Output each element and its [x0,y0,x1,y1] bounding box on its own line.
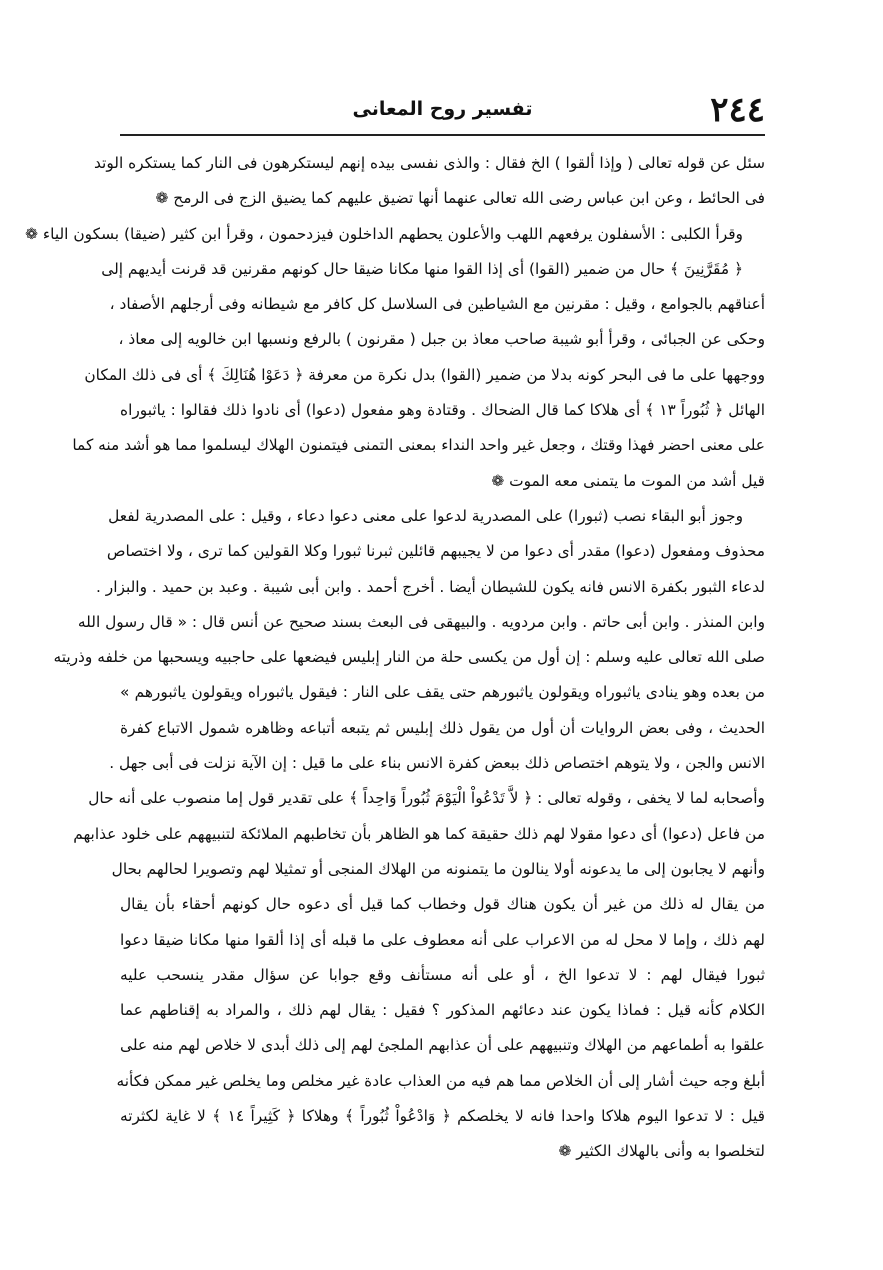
text-line: فى الحائط ، وعن ابن عباس رضى الله تعالى عنهما أنها تضيق عليهم كما يضيق الزج فى الرمح ❁ [155,189,765,208]
text-line: ﴿ مُقَرَّنِينَ ﴾ حال من ضمير (القوا) أى إذا القوا منها مكانا ضيقا حال كونهم مقرنين قد قرنت أيديهم إلى [101,259,743,278]
text-line: وابن المنذر . وابن أبى حاتم . وابن مردويه . والبيهقى فى البعث بسند صحيح عن أنس قال : « قال رسول الله [77,612,765,631]
text-line: أعناقهم بالجوامع ، وقيل : مقرنين مع الشياطين فى السلاسل كل كافر مع شيطانه وفى أرجلهم الأصفاد ، [109,295,765,314]
text-line: محذوف ومفعول (دعوا) مقدر أى دعوا من لا يجيبهم قائلين ثبرنا ثبورا وكلا القولين كما ترى ، ولا اختصاص [106,542,765,561]
running-title: تفسير روح المعانى [352,98,533,120]
text-line: وحكى عن الجبائى ، وقرأ أبو شيبة صاحب معاذ بن جبل ( مقرنون ) بالرفع ونسبها ابن خالويه إلى معاذ ، [118,330,765,349]
text-line: علقوا به أطماعهم من الهلاك وتنبيههم على أن عذابهم الملجئ لهم إلى ذلك أبدى لا خلاص لهم منه على [120,1036,765,1055]
text-line: من فاعل (دعوا) أى دعوا مقولا لهم ذلك حقيقة كما هو الظاهر بأن تخاطبهم الملائكة لتنبيههم على خلود عذابهم [73,824,765,843]
text-line: وأنهم لا يجابون إلى ما يدعونه أولا ينالون ما يتمنونه من الهلاك المنجى أو تمثيلا لهم وتصويرا لحالهم بحال [111,859,765,878]
body-text [25,146,765,1170]
text-line: الانس والجن ، ولا يتوهم اختصاص ذلك ببعض كفرة الانس بناء على ما قيل : إن الآية نزلت فى أبى جهل . [109,754,765,773]
page-header [120,90,765,134]
text-line: الهائل ﴿ ثُبُوراً ١٣ ﴾ أى هلاكا كما قال الضحاك . وقتادة وهو مفعول (دعوا) أى نادوا ذلك فقالوا : ياثبوراه [120,401,765,420]
header-rule [120,134,765,136]
text-line: قيل : لا تدعوا اليوم هلاكا واحدا فانه لا يخلصكم ﴿ وَادْعُواْ ثُبُوراً ﴾ وهلاكا ﴿ كَثِيراً ١٤ ﴾ لا غاية لكثرته [120,1107,765,1126]
text-line: سئل عن قوله تعالى ( وإذا ألقوا ) الخ فقال : والذى نفسى بيده إنهم ليستكرهون فى النار كما يستكره الوتد [93,154,765,172]
text-line: وقرأ الكلبى : الأسفلون يرفعهم اللهب والأعلون يحطهم الداخلون فيزدحمون ، وقرأ ابن كثير (ضيقا) بسكون الياء ❁ [25,224,743,243]
text-line: من بعده وهو ينادى ياثبوراه ويقولون ياثبورهم حتى يقف على النار : فيقول ياثبوراه ويقولون ياثبورهم » [120,683,765,702]
text-line: أبلغ وجه حيث أشار إلى أن الخلاص مما هم فيه من العذاب عادة غير مخلص وما يخلص غير ممكن فكأنه [116,1071,765,1090]
text-line: على معنى احضر فهذا وقتك ، وجعل غير واحد النداء بمعنى التمنى فيتمنون الهلاك ليسلموا مما هو أشد منه كما [72,436,765,455]
text-line: ثبورا فيقال لهم : لا تدعوا الخ ، أو على أنه مستأنف وقع جوابا عن سؤال مقدر ينسحب عليه [120,965,765,984]
text-line: الكلام كأنه قيل : فماذا يكون عند دعائهم المذكور ؟ فقيل : يقال لهم ذلك ، والمراد به إقناطهم عما [120,1001,765,1020]
text-line: لدعاء الثبور بكفرة الانس فانه يكون للشيطان أيضا . أخرج أحمد . وابن أبى شيبة . وعبد بن حميد . والبزار . [95,577,765,596]
text-line: ووجهها على ما فى البحر كونه بدلا من ضمير (القوا) بدل نكرة من معرفة ﴿ دَعَوْا هُنَالِكَ ﴾ أى فى ذلك المكان [84,365,765,384]
text-line: وجوز أبو البقاء نصب (ثبورا) على المصدرية لدعوا على معنى دعوا دعاء ، وقيل : على المصدرية لفعل [108,506,743,525]
text-line: وأصحابه لما لا يخفى ، وقوله تعالى : ﴿ لاَّ تَدْعُواْ الْيَوْمَ ثُبُوراً وَاحِداً ﴾ على تقدير قول إما منصوب على أنه حال [88,789,765,808]
text-line: قيل أشد من الموت ما يتمنى معه الموت ❁ [491,471,765,490]
page-number: ٢٤٤ [710,90,765,130]
text-line: صلى الله تعالى عليه وسلم : إن أول من يكسى حلة من النار إبليس فيضعها على حاجبيه ويسحبها من خلفه وذريته [53,648,765,667]
text-line: لهم ذلك ، وإما لا محل له من الاعراب على أنه معطوف على ما قبله أى إذا ألقوا منها مكانا ضيقا دعوا [120,930,765,949]
text-line: لتخلصوا به وأنى بالهلاك الكثير ❁ [558,1142,765,1161]
text-line: من يقال له ذلك من غير أن يكون هناك قول وخطاب كما قيل أى دعوه حال كونهم أحقاء بأن يقال [120,895,765,914]
text-line: الحديث ، وفى بعض الروايات أن أول من يقول ذلك إبليس ثم يتبعه أتباعه وظاهره شمول الاتباع كفرة [120,718,765,737]
